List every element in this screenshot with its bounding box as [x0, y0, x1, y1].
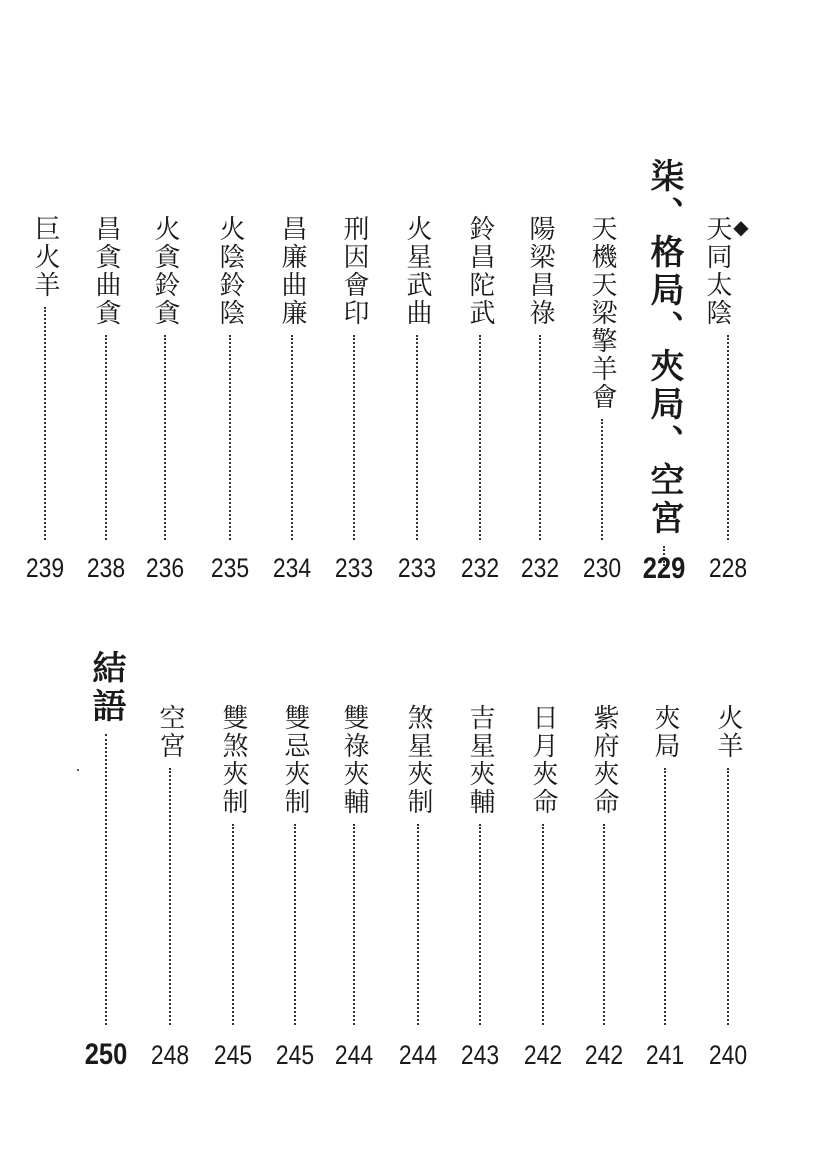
dotted-leader	[601, 419, 603, 540]
toc-entry-title: 昌廉曲廉	[277, 215, 307, 327]
toc-entry-title: 天機天梁擎羊會	[587, 215, 617, 411]
toc-entry-title: 陽梁昌祿	[525, 215, 555, 327]
toc-entry	[86, 650, 126, 1025]
dotted-leader	[353, 824, 355, 1025]
toc-entry-title: 火貪鈴貪	[150, 215, 180, 327]
toc-page-number: 244	[398, 1040, 438, 1070]
toc-entry	[25, 215, 65, 540]
toc-page-number: 245	[213, 1040, 253, 1070]
toc-page-number: 242	[523, 1040, 563, 1070]
toc-entry	[523, 704, 563, 1025]
scan-speck	[77, 769, 79, 771]
toc-entry-title: 空宮	[155, 704, 185, 760]
dotted-leader	[727, 335, 729, 540]
dotted-leader	[232, 824, 234, 1025]
toc-entry	[334, 215, 374, 540]
toc-page-number: 238	[86, 553, 126, 583]
dotted-leader	[727, 768, 729, 1025]
toc-entry-title: 夾局	[650, 704, 680, 760]
toc-entry	[708, 704, 748, 1025]
dotted-leader	[164, 335, 166, 540]
dotted-leader	[229, 335, 231, 540]
toc-entry	[584, 704, 624, 1025]
toc-entry	[86, 215, 126, 540]
toc-entry-title: 雙煞夾制	[218, 704, 248, 816]
dotted-leader	[105, 734, 107, 1025]
toc-page-number: 236	[145, 553, 185, 583]
toc-entry-title: 鈴昌陀武	[465, 215, 495, 327]
toc-page-number: 233	[334, 553, 374, 583]
toc-entry-title: 巨火羊	[30, 215, 60, 299]
toc-page-number: 248	[150, 1040, 190, 1070]
toc-page-number: 232	[520, 553, 560, 583]
toc-entry	[398, 704, 438, 1025]
toc-entry	[582, 215, 622, 540]
toc-entry-title: 火羊	[713, 704, 743, 760]
toc-page-number: 233	[397, 553, 437, 583]
dotted-leader	[479, 824, 481, 1025]
toc-entry	[150, 704, 190, 1025]
toc-entry-title: 火陰鈴陰	[215, 215, 245, 327]
dotted-leader	[291, 335, 293, 540]
toc-page-number: 229	[642, 552, 686, 585]
toc-entry	[145, 215, 185, 540]
dotted-leader	[44, 307, 46, 540]
toc-page-number: 243	[460, 1040, 500, 1070]
dotted-leader	[417, 824, 419, 1025]
toc-entry-title: 昌貪曲貪	[91, 215, 121, 327]
dotted-leader	[294, 824, 296, 1025]
toc-page-number: 235	[210, 553, 250, 583]
dotted-leader	[105, 335, 107, 540]
toc-page-number: 244	[334, 1040, 374, 1070]
toc-entry-title: ◆ 天同太陰	[704, 215, 752, 327]
toc-page-number: 228	[708, 553, 748, 583]
dotted-leader	[169, 768, 171, 1025]
toc-page-number: 239	[25, 553, 65, 583]
toc-entry-title: 紫府夾命	[589, 704, 619, 816]
dotted-leader	[479, 335, 481, 540]
toc-entry-title: 吉星夾輔	[465, 704, 495, 816]
toc-entry-title: 刑因會印	[339, 215, 369, 327]
dotted-leader	[542, 824, 544, 1025]
toc-entry	[645, 704, 685, 1025]
toc-entry	[460, 704, 500, 1025]
toc-entry	[213, 704, 253, 1025]
toc-entry	[520, 215, 560, 540]
dotted-leader	[539, 335, 541, 540]
dotted-leader	[664, 768, 666, 1025]
toc-page-number: 241	[645, 1040, 685, 1070]
toc-entry	[460, 215, 500, 540]
toc-entry	[702, 215, 748, 540]
dotted-leader	[353, 335, 355, 540]
toc-page-number: 242	[584, 1040, 624, 1070]
toc-entry	[334, 704, 374, 1025]
dotted-leader	[416, 335, 418, 540]
toc-chapter-title: 結語	[86, 650, 126, 726]
toc-page-number: 234	[272, 553, 312, 583]
toc-entry	[644, 158, 684, 566]
toc-entry-title: 煞星夾制	[403, 704, 433, 816]
toc-chapter-title: 柒、格局、夾局、空宮	[644, 158, 684, 538]
toc-page-number: 245	[275, 1040, 315, 1070]
dotted-leader	[603, 824, 605, 1025]
toc-page-number: 240	[708, 1040, 748, 1070]
toc-entry	[272, 215, 312, 540]
toc-page-number: 232	[460, 553, 500, 583]
toc-entry-title: 雙忌夾制	[280, 704, 310, 816]
toc-entry-title: 雙祿夾輔	[339, 704, 369, 816]
toc-entry	[210, 215, 250, 540]
toc-entry	[397, 215, 437, 540]
toc-entry-title: 火星武曲	[402, 215, 432, 327]
toc-page-number: 230	[582, 553, 622, 583]
toc-page-number: 250	[84, 1038, 128, 1071]
toc-entry	[275, 704, 315, 1025]
toc-entry-title: 日月夾命	[528, 704, 558, 816]
